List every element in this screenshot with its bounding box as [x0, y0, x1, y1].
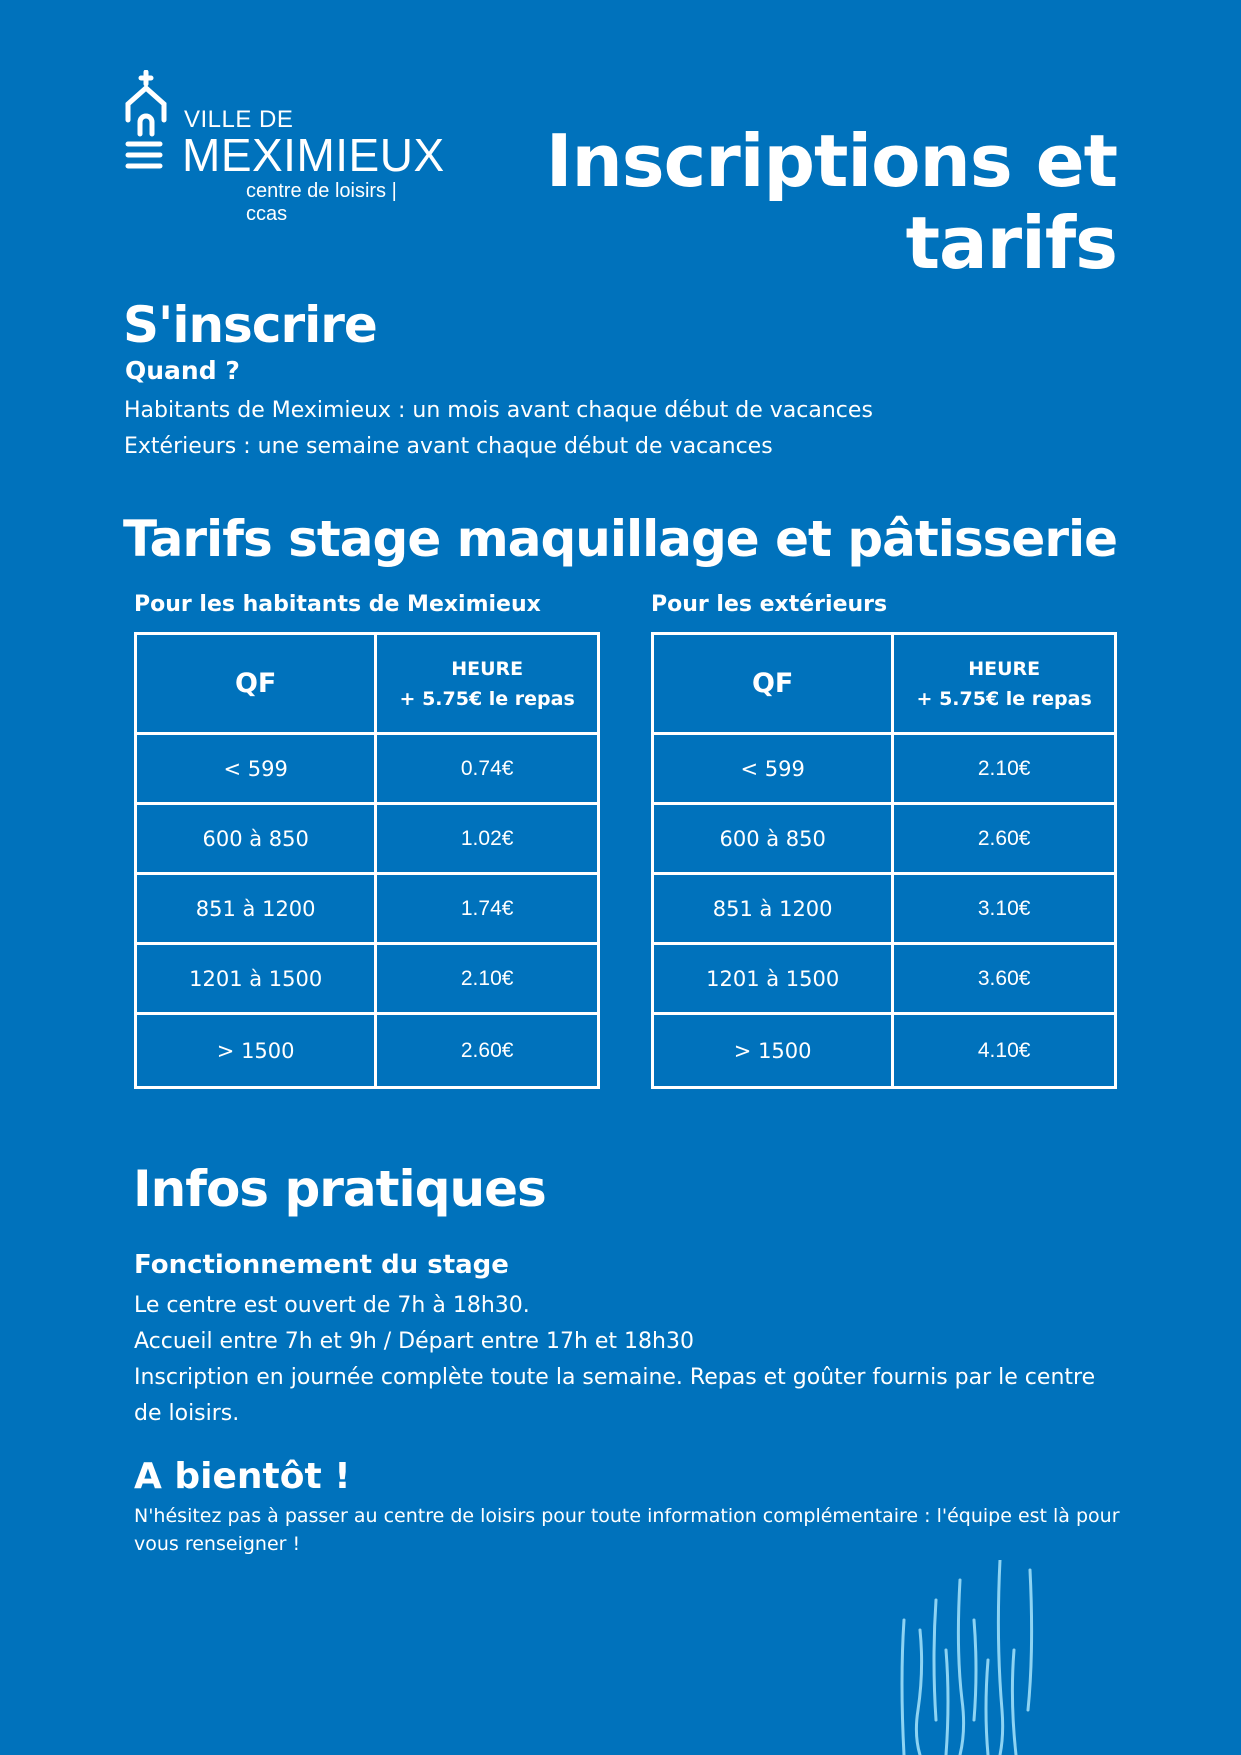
qf-cell: > 1500	[136, 1014, 376, 1088]
logo-city-name: MEXIMIEUX	[182, 129, 445, 181]
qf-cell: 600 à 850	[136, 804, 376, 874]
inscription-external-text: Extérieurs : une semaine avant chaque début de vacances	[124, 434, 773, 459]
hour-header	[376, 634, 599, 734]
price-cell: 2.10€	[893, 734, 1116, 804]
table-row	[136, 734, 599, 804]
table-row	[653, 734, 1116, 804]
table-row	[653, 874, 1116, 944]
external-price-table	[651, 632, 1117, 1089]
closing-text: N'hésitez pas à passer au centre de loisirs pour toute information complémentaire : l'équipe est là pour vous renseigner !	[134, 1505, 1120, 1555]
price-cell: 2.60€	[893, 804, 1116, 874]
price-cell: 2.60€	[376, 1014, 599, 1088]
qf-cell: 600 à 850	[653, 804, 893, 874]
qf-cell: 1201 à 1500	[136, 944, 376, 1014]
opening-hours-text: Le centre est ouvert de 7h à 18h30.	[134, 1293, 530, 1318]
page-title-line-2: tarifs	[905, 201, 1117, 285]
qf-cell: < 599	[136, 734, 376, 804]
table-row	[136, 874, 599, 944]
operation-text	[134, 1288, 1114, 1432]
decorative-lines-icon	[890, 1560, 1050, 1755]
registration-meals-text: Inscription en journée complète toute la semaine. Repas et goûter fournis par le centre de loisirs.	[134, 1365, 1096, 1426]
price-cell: 3.60€	[893, 944, 1116, 1014]
qf-cell: 851 à 1200	[653, 874, 893, 944]
table-header-row	[653, 634, 1116, 734]
residents-price-table	[134, 632, 600, 1089]
qf-cell: 851 à 1200	[136, 874, 376, 944]
external-table-caption: Pour les extérieurs	[651, 592, 888, 617]
when-subheading: Quand ?	[125, 356, 240, 385]
tarifs-heading: Tarifs stage maquillage et pâtisserie	[123, 510, 1118, 568]
hour-header-label: HEURE	[968, 657, 1041, 680]
hour-header-label: HEURE	[451, 657, 524, 680]
qf-cell: 1201 à 1500	[653, 944, 893, 1014]
infos-heading: Infos pratiques	[133, 1160, 546, 1218]
qf-header: QF	[136, 634, 376, 734]
page-title	[477, 120, 1117, 284]
table-header-row	[136, 634, 599, 734]
price-cell: 2.10€	[376, 944, 599, 1014]
arrival-departure-text: Accueil entre 7h et 9h / Départ entre 17h et 18h30	[134, 1329, 694, 1354]
inscription-heading: S'inscrire	[123, 296, 377, 354]
meal-price-note: + 5.75€ le repas	[916, 687, 1092, 710]
inscription-residents-text: Habitants de Meximieux : un mois avant chaque début de vacances	[124, 398, 873, 423]
price-cell: 1.02€	[376, 804, 599, 874]
operation-subheading: Fonctionnement du stage	[134, 1250, 509, 1280]
residents-table-caption: Pour les habitants de Meximieux	[134, 592, 541, 617]
qf-header: QF	[653, 634, 893, 734]
price-cell: 4.10€	[893, 1014, 1116, 1088]
price-cell: 0.74€	[376, 734, 599, 804]
qf-cell: > 1500	[653, 1014, 893, 1088]
price-cell: 1.74€	[376, 874, 599, 944]
logo-ville-de: VILLE DE	[184, 106, 294, 133]
page-title-line-1: Inscriptions et	[545, 119, 1117, 203]
closing-heading: A bientôt !	[134, 1456, 351, 1497]
city-logo	[122, 70, 445, 225]
meal-price-note: + 5.75€ le repas	[399, 687, 575, 710]
table-row	[653, 944, 1116, 1014]
price-cell: 3.10€	[893, 874, 1116, 944]
table-row	[136, 944, 599, 1014]
church-logo-icon	[122, 70, 170, 180]
table-row	[136, 804, 599, 874]
hour-header	[893, 634, 1116, 734]
table-row	[653, 804, 1116, 874]
qf-cell: < 599	[653, 734, 893, 804]
table-row	[653, 1014, 1116, 1088]
logo-tagline: centre de loisirs | ccas	[246, 180, 397, 225]
table-row	[136, 1014, 599, 1088]
